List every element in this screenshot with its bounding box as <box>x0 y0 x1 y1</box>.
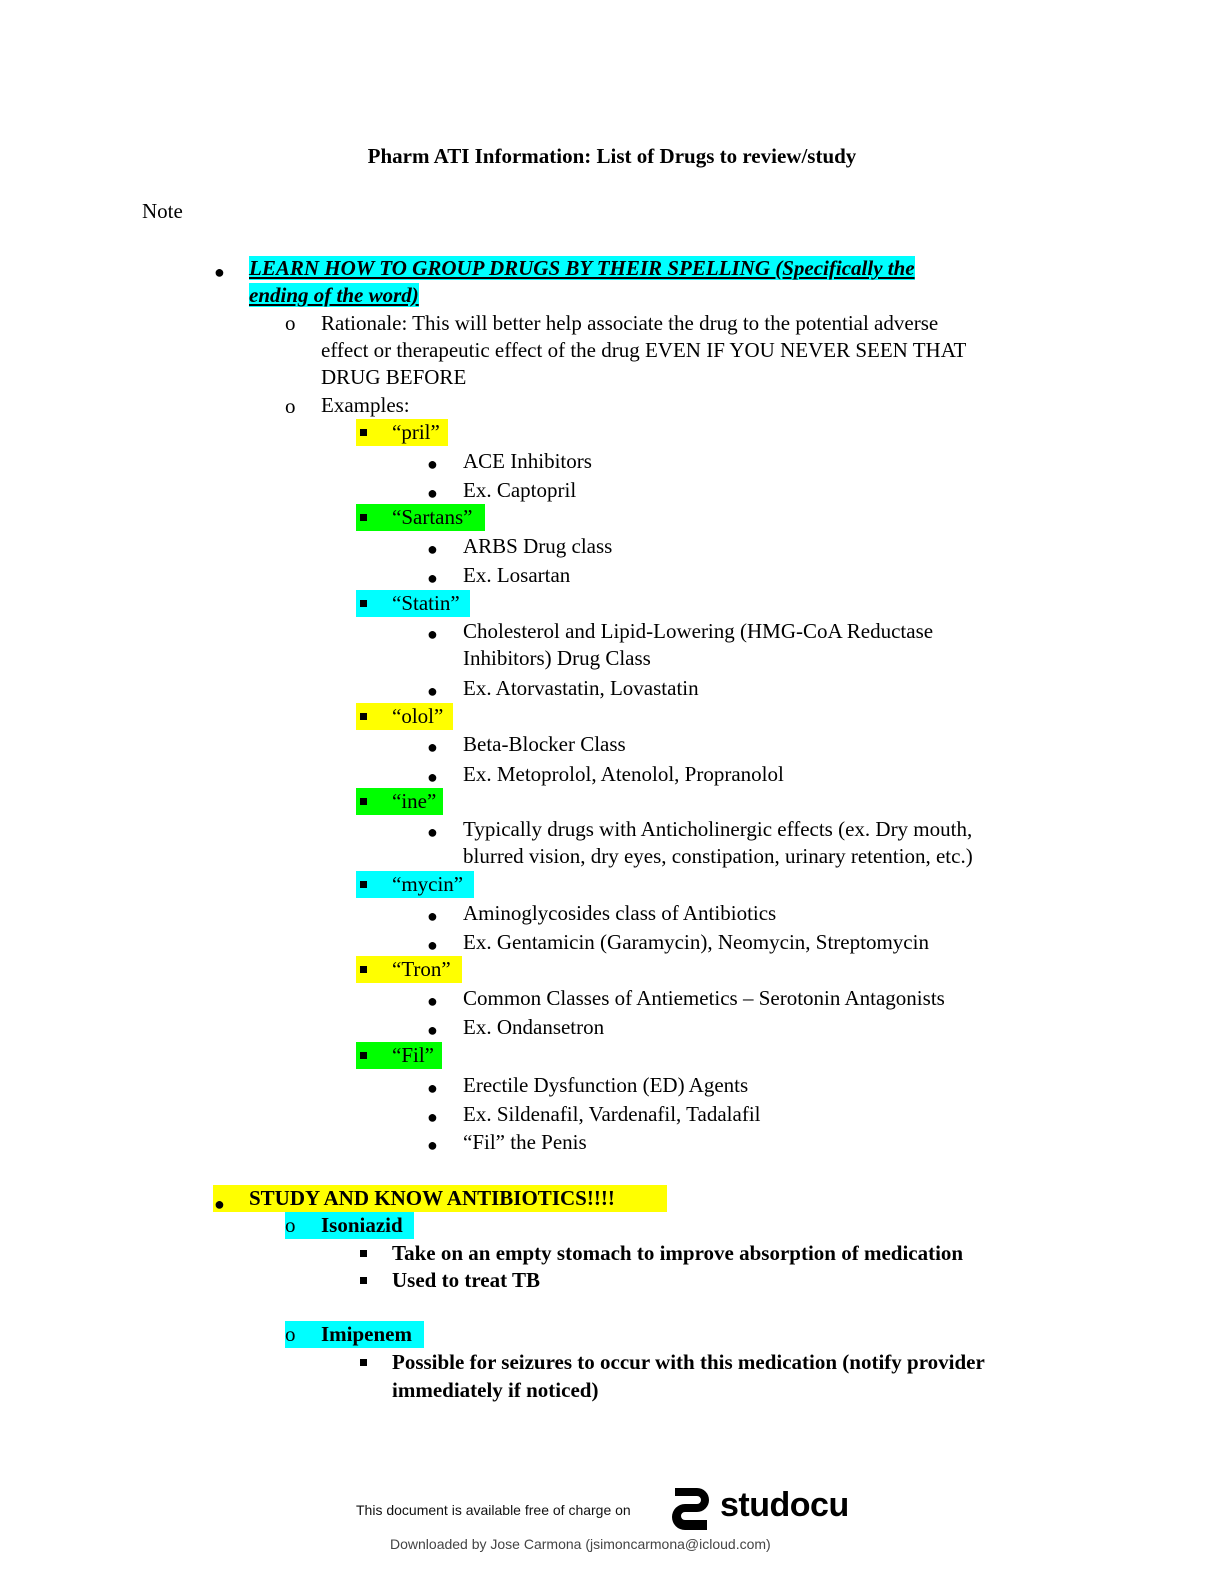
group-label-tron <box>356 956 462 983</box>
group-label-fil <box>356 1042 442 1069</box>
bullet-icon: ● <box>427 767 438 787</box>
bullet-icon: ● <box>427 991 438 1011</box>
circle-bullet-icon: o <box>285 311 296 335</box>
square-bullet-icon <box>360 1250 367 1257</box>
square-bullet-icon <box>360 798 367 805</box>
studocu-brand[interactable]: studocu <box>720 1486 849 1524</box>
page-title: Pharm ATI Information: List of Drugs to review/study <box>367 144 857 168</box>
section2-heading: STUDY AND KNOW ANTIBIOTICS!!!! <box>249 1186 615 1210</box>
bullet-icon: ● <box>427 454 438 474</box>
group-label-mycin <box>356 871 474 898</box>
square-bullet-icon <box>360 1277 367 1284</box>
group-label-text: “Sartans” <box>392 505 473 529</box>
list-item: Ex. Sildenafil, Vardenafil, Tadalafil <box>463 1102 761 1126</box>
studocu-logo-icon[interactable] <box>667 1484 715 1534</box>
examples-label: Examples: <box>321 393 410 417</box>
group-label-pril <box>356 419 448 446</box>
footer-downloaded-text: Downloaded by Jose Carmona (jsimoncarmona@icloud.com) <box>390 1536 771 1552</box>
bullet-icon: ● <box>427 568 438 588</box>
list-item: “Fil” the Penis <box>463 1130 587 1154</box>
footer-available-text: This document is available free of charge on <box>356 1502 631 1518</box>
bullet-icon: ● <box>427 539 438 559</box>
drug-imipenem <box>285 1321 424 1348</box>
drug-isoniazid <box>285 1212 414 1239</box>
group-label-ine <box>356 788 443 815</box>
list-item: Ex. Atorvastatin, Lovastatin <box>463 676 699 700</box>
square-bullet-icon <box>360 429 367 436</box>
list-item: Beta-Blocker Class <box>463 732 626 756</box>
bullet-icon: ● <box>427 681 438 701</box>
square-bullet-icon <box>360 966 367 973</box>
square-bullet-icon <box>360 514 367 521</box>
section1-heading-line2: ending of the word) <box>249 283 419 307</box>
list-item: Ex. Ondansetron <box>463 1015 605 1039</box>
list-item: Ex. Metoprolol, Atenolol, Propranolol <box>463 762 784 786</box>
bullet-icon: ● <box>427 624 438 644</box>
rationale-line: Rationale: This will better help associate the drug to the potential adverse <box>321 311 939 335</box>
bullet-icon: ● <box>427 1078 438 1098</box>
bullet-icon: ● <box>427 935 438 955</box>
list-item: Ex. Losartan <box>463 563 571 587</box>
group-label-olol <box>356 703 453 730</box>
group-label-text: “Fil” <box>392 1043 434 1067</box>
circle-bullet-icon: o <box>285 1322 296 1346</box>
section1-heading-row2 <box>249 282 419 309</box>
list-item: ARBS Drug class <box>463 534 613 558</box>
list-item: blurred vision, dry eyes, constipation, urinary retention, etc.) <box>463 844 973 868</box>
bullet-icon: ● <box>427 737 438 757</box>
rationale-line: effect or therapeutic effect of the drug EVEN IF YOU NEVER SEEN THAT <box>321 338 967 362</box>
group-label-text: “ine” <box>392 789 437 813</box>
drug-point: Used to treat TB <box>392 1268 540 1292</box>
square-bullet-icon <box>360 1052 367 1059</box>
bullet-icon: ● <box>427 1135 438 1155</box>
list-item: Common Classes of Antiemetics – Serotonin Antagonists <box>463 986 945 1010</box>
rationale-line: DRUG BEFORE <box>321 365 467 389</box>
drug-name: Isoniazid <box>321 1213 403 1237</box>
group-label-text: “pril” <box>392 420 440 444</box>
group-label-text: “Tron” <box>392 957 451 981</box>
drug-point: Take on an empty stomach to improve absorption of medication <box>392 1241 964 1265</box>
bullet-icon: ● <box>427 1107 438 1127</box>
bullet-icon: ● <box>427 906 438 926</box>
circle-bullet-icon: o <box>285 394 296 418</box>
list-item: Ex. Captopril <box>463 478 577 502</box>
list-item: Typically drugs with Anticholinergic effects (ex. Dry mouth, <box>463 817 973 841</box>
group-label-text: “Statin” <box>392 591 460 615</box>
drug-name: Imipenem <box>321 1322 412 1346</box>
group-label-text: “mycin” <box>392 872 464 896</box>
square-bullet-icon <box>360 713 367 720</box>
square-bullet-icon <box>360 600 367 607</box>
circle-bullet-icon: o <box>285 1213 296 1237</box>
bullet-icon: ● <box>427 822 438 842</box>
square-bullet-icon <box>360 881 367 888</box>
list-item: Cholesterol and Lipid-Lowering (HMG-CoA Reductase <box>463 619 934 643</box>
section1-heading <box>249 255 915 282</box>
drug-point: immediately if noticed) <box>392 1378 599 1402</box>
list-item: Erectile Dysfunction (ED) Agents <box>463 1073 749 1097</box>
bullet-icon: ● <box>214 262 225 282</box>
list-item: Aminoglycosides class of Antibiotics <box>463 901 777 925</box>
note-label: Note <box>142 199 183 223</box>
bullet-icon: ● <box>427 483 438 503</box>
drug-point: Possible for seizures to occur with this medication (notify provider <box>392 1350 985 1374</box>
bullet-icon: ● <box>214 1194 225 1214</box>
group-label-sartans <box>356 504 485 531</box>
group-label-statin <box>356 590 470 617</box>
list-item: ACE Inhibitors <box>463 449 592 473</box>
group-label-text: “olol” <box>392 704 444 728</box>
bullet-icon: ● <box>427 1020 438 1040</box>
list-item: Inhibitors) Drug Class <box>463 646 651 670</box>
section2-heading-highlight <box>213 1185 667 1212</box>
section1-heading-line1: LEARN HOW TO GROUP DRUGS BY THEIR SPELLING (Specifically the <box>249 256 915 280</box>
square-bullet-icon <box>360 1359 367 1366</box>
list-item: Ex. Gentamicin (Garamycin), Neomycin, Streptomycin <box>463 930 929 954</box>
